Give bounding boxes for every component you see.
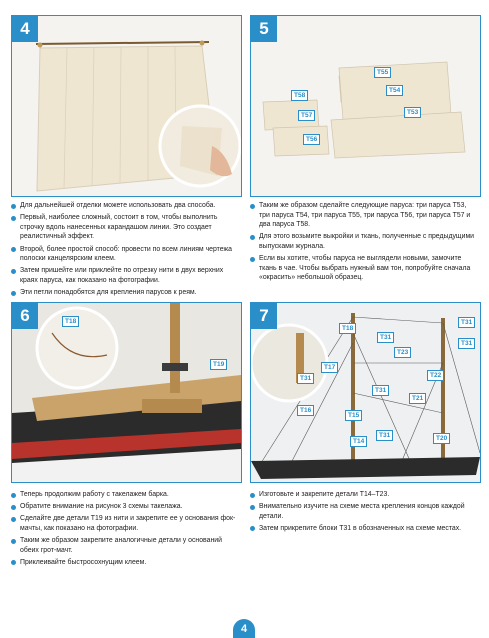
- label-t18: T18: [339, 323, 356, 334]
- step-4-instructions: [11, 201, 241, 300]
- step-6-photo: [11, 302, 242, 483]
- instruction: Затем пришейте или приклейте по отрезку нити в двух верхних краях паруса, как показано на фотографии.: [11, 266, 241, 285]
- instruction: Теперь продолжим работу с такелажем барка.: [11, 490, 241, 500]
- instruction: Приклеивайте быстросохнущим клеем.: [11, 558, 241, 568]
- page-number: 4: [233, 619, 255, 638]
- label-t31: T31: [458, 338, 475, 349]
- instruction: Эти петли понадобятся для крепления парусов к реям.: [11, 288, 241, 298]
- instruction: Затем прикрепите блоки T31 в обозначенных на схеме местах.: [250, 524, 479, 534]
- label-t16: T16: [297, 405, 314, 416]
- step-number-badge: 5: [251, 16, 277, 42]
- label-t14: T14: [350, 436, 367, 447]
- label-t31: T31: [376, 430, 393, 441]
- instruction: Таким же образом закрепите аналогичные детали у оснований обеих грот-мачт.: [11, 536, 241, 555]
- step-number-badge: 7: [251, 303, 277, 329]
- label-t18: T18: [62, 316, 79, 327]
- instruction: Изготовьте и закрепите детали T14–T23.: [250, 490, 479, 500]
- label-t57: T57: [298, 110, 315, 121]
- step-7-instructions: [250, 490, 479, 536]
- label-t31: T31: [372, 385, 389, 396]
- label-t19: T19: [210, 359, 227, 370]
- label-t20: T20: [433, 433, 450, 444]
- instruction: Для дальнейшей отделки можете использовать два способа.: [11, 201, 241, 211]
- label-t22: T22: [427, 370, 444, 381]
- instruction: Первый, наиболее сложный, состоит в том, чтобы выполнить строчку вдоль нанесенных карандашом линии. Это создает реалистичный эффект.: [11, 213, 241, 242]
- label-t15: T15: [345, 410, 362, 421]
- label-t31: T31: [297, 373, 314, 384]
- step-4-photo: [11, 15, 242, 197]
- label-t31: T31: [377, 332, 394, 343]
- step-7-photo: [250, 302, 481, 483]
- instruction: Сделайте две детали T19 из нити и закрепите ее у основания фок-мачты, как показано на фотографии.: [11, 514, 241, 533]
- label-t31: T31: [458, 317, 475, 328]
- rigging-illustration: [251, 303, 480, 482]
- instruction: Для этого возьмите выкройки и ткань, полученные с предыдущими выпусками журнала.: [250, 232, 479, 251]
- step-number-badge: 4: [12, 16, 38, 42]
- instruction: Второй, более простой способ: провести по всем линиям чертежа полоски канцелярским клеем.: [11, 245, 241, 264]
- instruction: Обратите внимание на рисунок 3 схемы такелажа.: [11, 502, 241, 512]
- step-5-photo: [250, 15, 481, 197]
- deck-illustration: [12, 303, 241, 482]
- label-t17: T17: [321, 362, 338, 373]
- instruction: Внимательно изучите на схеме места крепления концов каждой детали.: [250, 502, 479, 521]
- label-t53: T53: [404, 107, 421, 118]
- label-t23: T23: [394, 347, 411, 358]
- label-t55: T55: [374, 67, 391, 78]
- label-t58: T58: [291, 90, 308, 101]
- label-t21: T21: [409, 393, 426, 404]
- step-number-badge: 6: [12, 303, 38, 329]
- sail-illustration: [12, 16, 241, 196]
- sails-set-illustration: [251, 16, 480, 196]
- label-t54: T54: [386, 85, 403, 96]
- step-6-instructions: [11, 490, 241, 570]
- instruction: Если вы хотите, чтобы паруса не выглядели новыми, замочите ткань в чае. Чтобы выбрать нужный вам тон, попробуйте сначала «окрасить» небольшой образец.: [250, 254, 479, 283]
- instruction: Таким же образом сделайте следующие паруса: три паруса T53, три паруса T54, три паруса T55, три паруса T56, три паруса T57 и два паруса T58.: [250, 201, 479, 230]
- step-5-instructions: [250, 201, 479, 286]
- label-t56: T56: [303, 134, 320, 145]
